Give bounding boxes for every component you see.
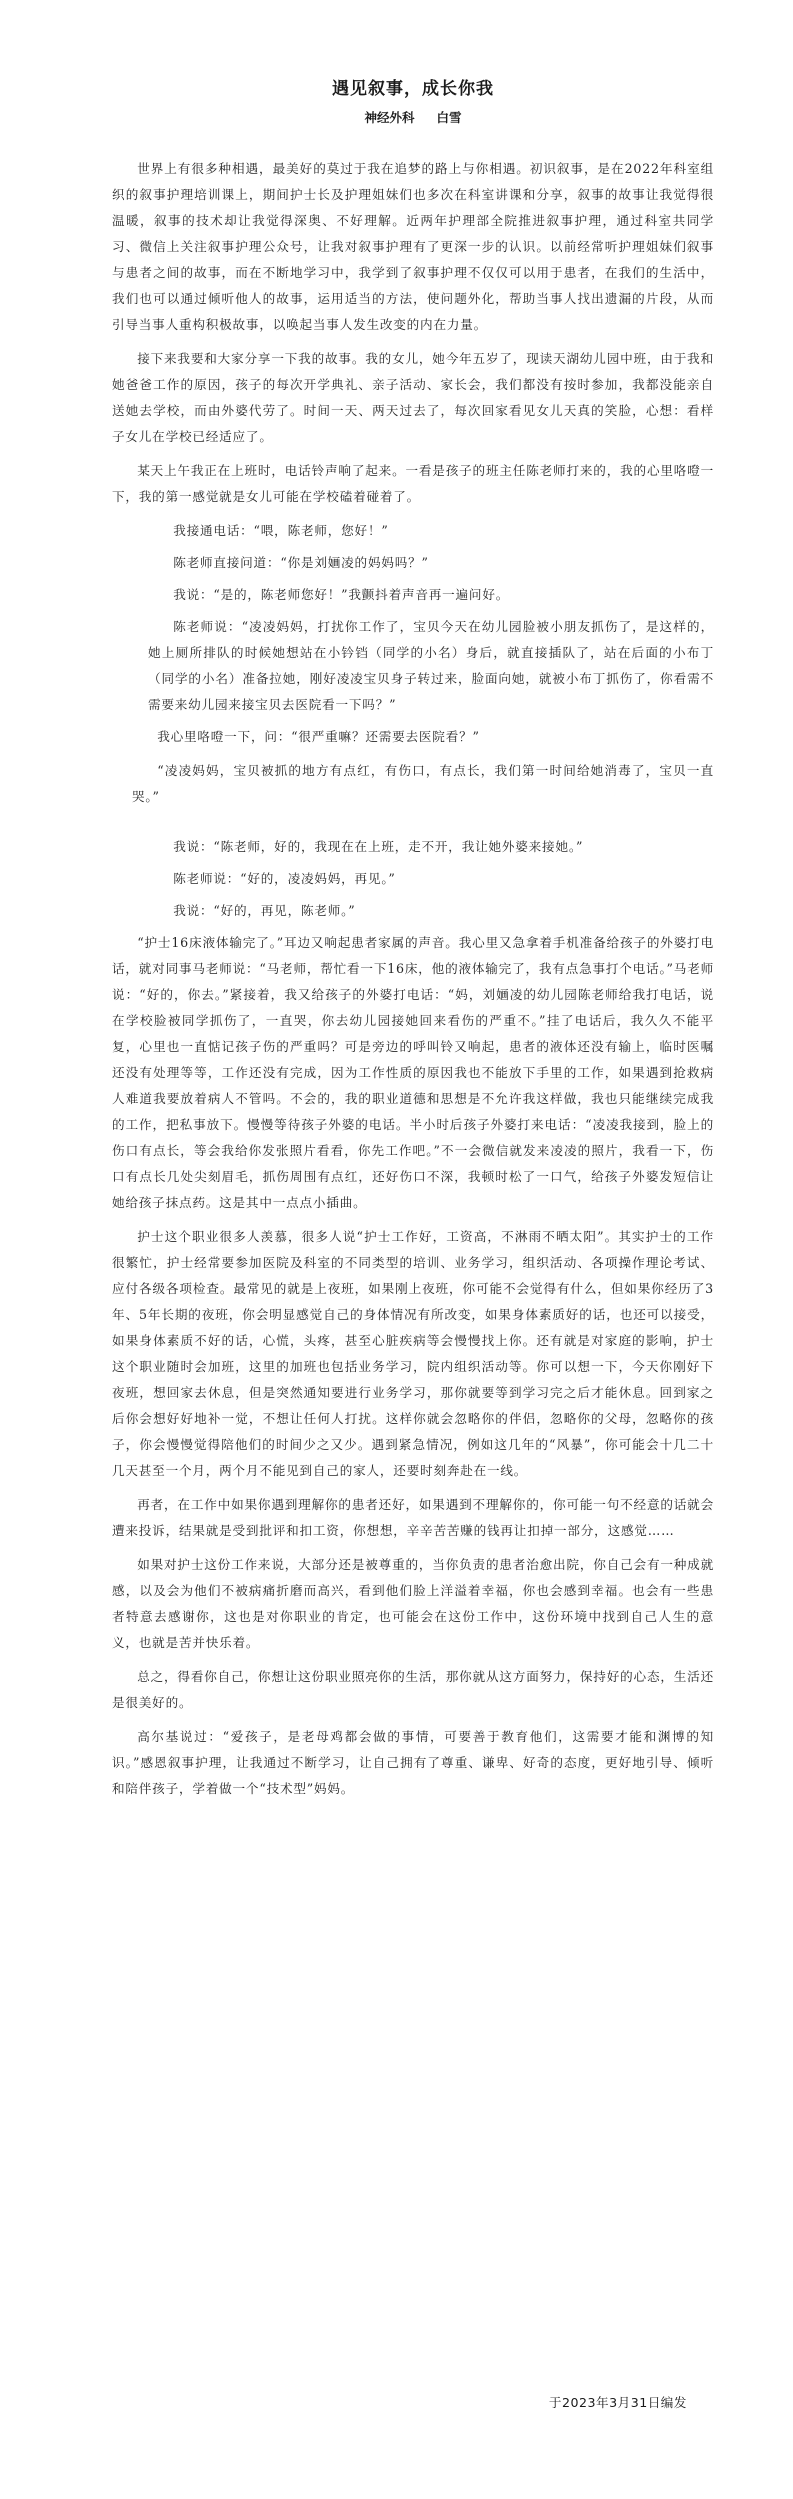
dialog-line: “凌凌妈妈，宝贝被抓的地方有点红，有伤口，有点长，我们第一时间给她消毒了，宝贝一直哭。” — [132, 763, 714, 804]
article-title: 遇见叙事，成长你我 — [332, 79, 494, 99]
paragraph-work-interrupt: “护士16床液体输完了。”耳边又响起患者家属的声音。我心里又急拿着手机准备给孩子的外婆打电话，就对同事马老师说：“马老师，帮忙看一下16床，他的液体输完了，我有点急事打个电话。”马老师说：“好的，你去。”紧接着，我又给孩子的外婆打电话：“妈，刘婳凌的幼儿园陈老师给我打电话，说在学校脸被同学抓伤了，一直哭，你去幼儿园接她回来看伤的严重不。”挂了电话后，我久久不能平复，心里也一直惦记孩子伤的严重吗？可是旁边的呼叫铃又响起，患者的液体还没有输上，临时医嘱还没有处理等等，工作还没有完成，因为工作性质的原因我也不能放下手里的工作，如果遇到抢救病人难道我要放着病人不管吗。不会的，我的职业道德和思想是不允许我这样做，我也只能继续完成我的工作，把私事放下。慢慢等待孩子外婆的电话。半小时后孩子外婆打来电话：“凌凌我接到，脸上的伤口有点长，等会我给你发张照片看看，你先工作吧。”不一会微信就发来凌凌的照片，我看一下，伤口有点长几处尖刻眉毛，抓伤周围有点红，还好伤口不深，我顿时松了一口气，给孩子外婆发短信让她给孩子抹点药。这是其中一点点小插曲。 — [112, 935, 714, 1210]
dialog-line: 我说：“是的，陈老师您好！”我颤抖着声音再一遍问好。 — [173, 587, 510, 602]
dialog-line: 我说：“陈老师，好的，我现在在上班，走不开，我让她外婆来接她。” — [173, 839, 584, 854]
dialog-line: 陈老师说：“好的，凌凌妈妈，再见。” — [173, 871, 396, 886]
dialog-line: 我说：“好的，再见，陈老师。” — [173, 903, 356, 918]
author-name: 白雪 — [436, 110, 462, 125]
paragraph-intro: 世界上有很多种相遇，最美好的莫过于我在追梦的路上与你相遇。初识叙事，是在2022年科室组织的叙事护理培训课上，期间护士长及护理姐妹们也多次在科室讲课和分享，叙事的故事让我觉得很温暖，叙事的技术却让我觉得深奥、不好理解。近两年护理部全院推进叙事护理，通过科室共同学习、微信上关注叙事护理公众号，让我对叙事护理有了更深一步的认识。以前经常听护理姐妹们叙事与患者之间的故事，而在不断地学习中，我学到了叙事护理不仅仅可以用于患者，在我们的生活中，我们也可以通过倾听他人的故事，运用适当的方法，使问题外化，帮助当事人找出遗漏的片段，从而引导当事人重构积极故事，以唤起当事人发生改变的内在力量。 — [112, 161, 714, 332]
article-body — [112, 156, 714, 1802]
paragraph-phone-call: 某天上午我正在上班时，电话铃声响了起来。一看是孩子的班主任陈老师打来的，我的心里咯噔一下，我的第一感觉就是女儿可能在学校磕着碰着了。 — [112, 463, 714, 504]
dialog-line: 陈老师直接问道：“你是刘婳凌的妈妈吗？” — [173, 555, 429, 570]
dialog-line: 我心里咯噔一下，问：“很严重嘛？还需要去医院看？” — [157, 729, 480, 744]
article-byline — [112, 108, 714, 126]
paragraph-respect: 如果对护士这份工作来说，大部分还是被尊重的，当你负责的患者治愈出院，你自己会有一种成就感，以及会为他们不被病痛折磨而高兴，看到他们脸上洋溢着幸福，你也会感到幸福。也会有一些患者特意去感谢你，这也是对你职业的肯定，也可能会在这份工作中，这份环境中找到自己人生的意义，也就是苦并快乐着。 — [112, 1557, 714, 1650]
paragraph-patients: 再者，在工作中如果你遇到理解你的患者还好，如果遇到不理解你的，你可能一句不经意的话就会遭来投诉，结果就是受到批评和扣工资，你想想，辛辛苦苦赚的钱再让扣掉一部分，这感觉…… — [112, 1497, 714, 1538]
paragraph-story-start: 接下来我要和大家分享一下我的故事。我的女儿，她今年五岁了，现读天湖幼儿园中班，由于我和她爸爸工作的原因，孩子的每次开学典礼、亲子活动、家长会，我们都没有按时参加，我都没能亲自送她去学校，而由外婆代劳了。时间一天、两天过去了，每次回家看见女儿天真的笑脸，心想：看样子女儿在学校已经适应了。 — [112, 351, 714, 444]
publish-date: 于2023年3月31日编发 — [548, 2395, 687, 2410]
author-department: 神经外科 — [364, 110, 415, 125]
paragraph-summary: 总之，得看你自己，你想让这份职业照亮你的生活，那你就从这方面努力，保持好的心态，生活还是很美好的。 — [112, 1669, 714, 1710]
dialog-line: 我接通电话：“喂，陈老师，您好！” — [173, 523, 389, 538]
paragraph-nurse-profession: 护士这个职业很多人羡慕，很多人说“护士工作好，工资高，不淋雨不晒太阳”。其实护士的工作很繁忙，护士经常要参加医院及科室的不同类型的培训、业务学习，组织活动、各项操作理论考试、应付各级各项检查。最常见的就是上夜班，如果刚上夜班，你可能不会觉得有什么，但如果你经历了3年、5年长期的夜班，你会明显感觉自己的身体情况有所改变，如果身体素质好的话，也还可以接受，如果身体素质不好的话，心慌，头疼，甚至心脏疾病等会慢慢找上你。还有就是对家庭的影响，护士这个职业随时会加班，这里的加班也包括业务学习，院内组织活动等。你可以想一下，今天你刚好下夜班，想回家去休息，但是突然通知要进行业务学习，那你就要等到学习完之后才能休息。回到家之后你会想好好地补一觉，不想让任何人打扰。这样你就会忽略你的伴侣，忽略你的父母，忽略你的孩子，你会慢慢觉得陪他们的时间少之又少。遇到紧急情况，例如这几年的“风暴”，你可能会十几二十几天甚至一个月，两个月不能见到自己的家人，还要时刻奔赴在一线。 — [112, 1229, 714, 1478]
dialog-line: 陈老师说：“凌凌妈妈，打扰你工作了，宝贝今天在幼儿园脸被小朋友抓伤了，是这样的，她上厕所排队的时候她想站在小钤铛（同学的小名）身后，就直接插队了，站在后面的小布丁（同学的小名）准备拉她，刚好凌凌宝贝身子转过来，脸面向她，就被小布丁抓伤了，你看需不需要来幼儿园来接宝贝去医院看一下吗？” — [148, 619, 714, 712]
paragraph-closing-quote: 高尔基说过：“爱孩子，是老母鸡都会做的事情，可要善于教育他们，这需要才能和渊博的知识。”感恩叙事护理，让我通过不断学习，让自己拥有了尊重、谦卑、好奇的态度，更好地引导、倾听和陪伴孩子，学着做一个“技术型”妈妈。 — [112, 1729, 714, 1796]
